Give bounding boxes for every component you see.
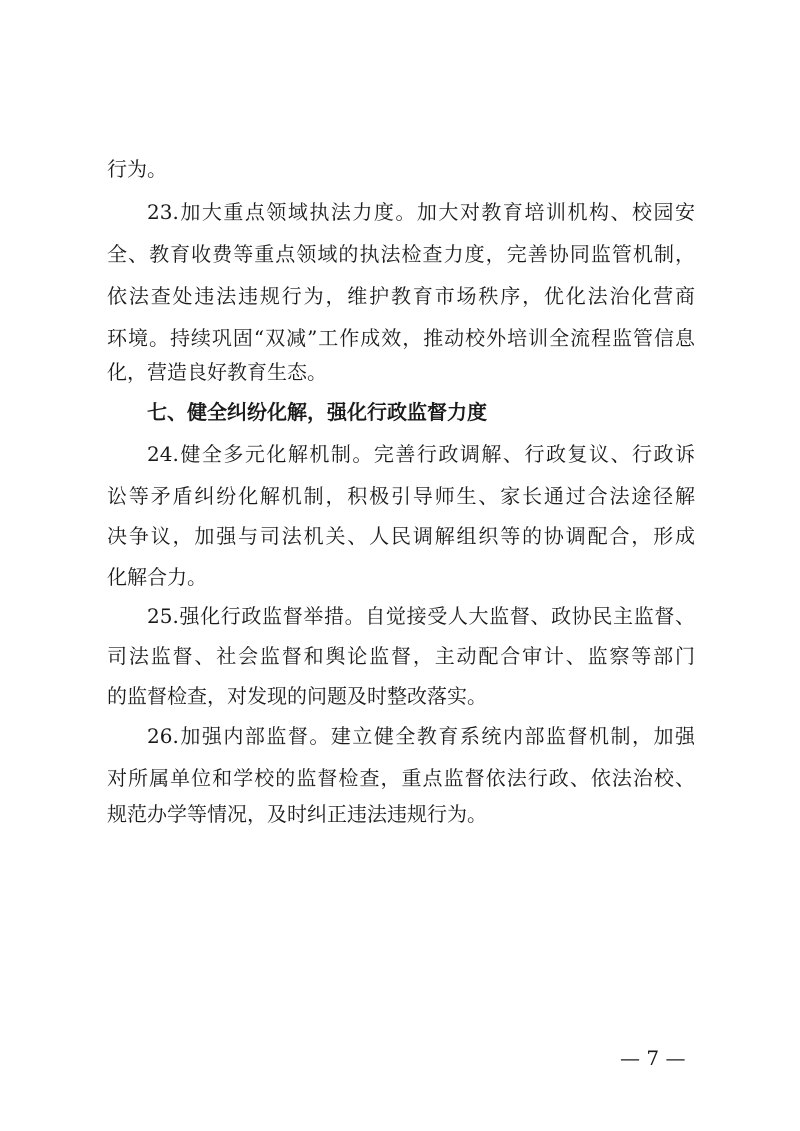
item-26-line-3: 规范办学等情况，及时纠正违法违规行为。 [107, 802, 487, 826]
item-23-line-3: 依法查处违法违规行为，维护教育市场秩序，优化法治化营商 [107, 284, 695, 308]
item-24-line-2: 讼等矛盾纠纷化解机制，积极引导师生、家长通过合法途径解 [107, 484, 695, 508]
item-25-line-3: 的监督检查，对发现的问题及时整改落实。 [107, 684, 487, 708]
item-24-line-1: 24.健全多元化解机制。完善行政调解、行政复议、行政诉 [147, 442, 695, 466]
item-25-line-1: 25.强化行政监督举措。自觉接受人大监督、政协民主监督、 [147, 604, 695, 628]
item-25-line-2: 司法监督、社会监督和舆论监督，主动配合审计、监察等部门 [107, 644, 695, 668]
item-24-line-3: 决争议，加强与司法机关、人民调解组织等的协调配合，形成 [107, 524, 695, 548]
page-number: — 7 — [620, 1046, 686, 1070]
item-24-line-4: 化解合力。 [107, 565, 207, 589]
item-26-line-2: 对所属单位和学校的监督检查，重点监督依法行政、依法治校、 [107, 766, 695, 790]
item-26-line-1: 26.加强内部监督。建立健全教育系统内部监督机制，加强 [147, 724, 695, 748]
item-23-line-5: 化，营造良好教育生态。 [107, 360, 327, 384]
item-23-line-1: 23.加大重点领域执法力度。加大对教育培训机构、校园安 [147, 200, 695, 224]
paragraph-tail: 行为。 [107, 157, 167, 181]
item-23-line-4: 环境。持续巩固“双减”工作成效，推动校外培训全流程监管信息 [107, 326, 695, 350]
item-23-line-2: 全、教育收费等重点领域的执法检查力度，完善协同监管机制， [107, 242, 695, 266]
section-heading: 七、健全纠纷化解，强化行政监督力度 [147, 400, 487, 424]
